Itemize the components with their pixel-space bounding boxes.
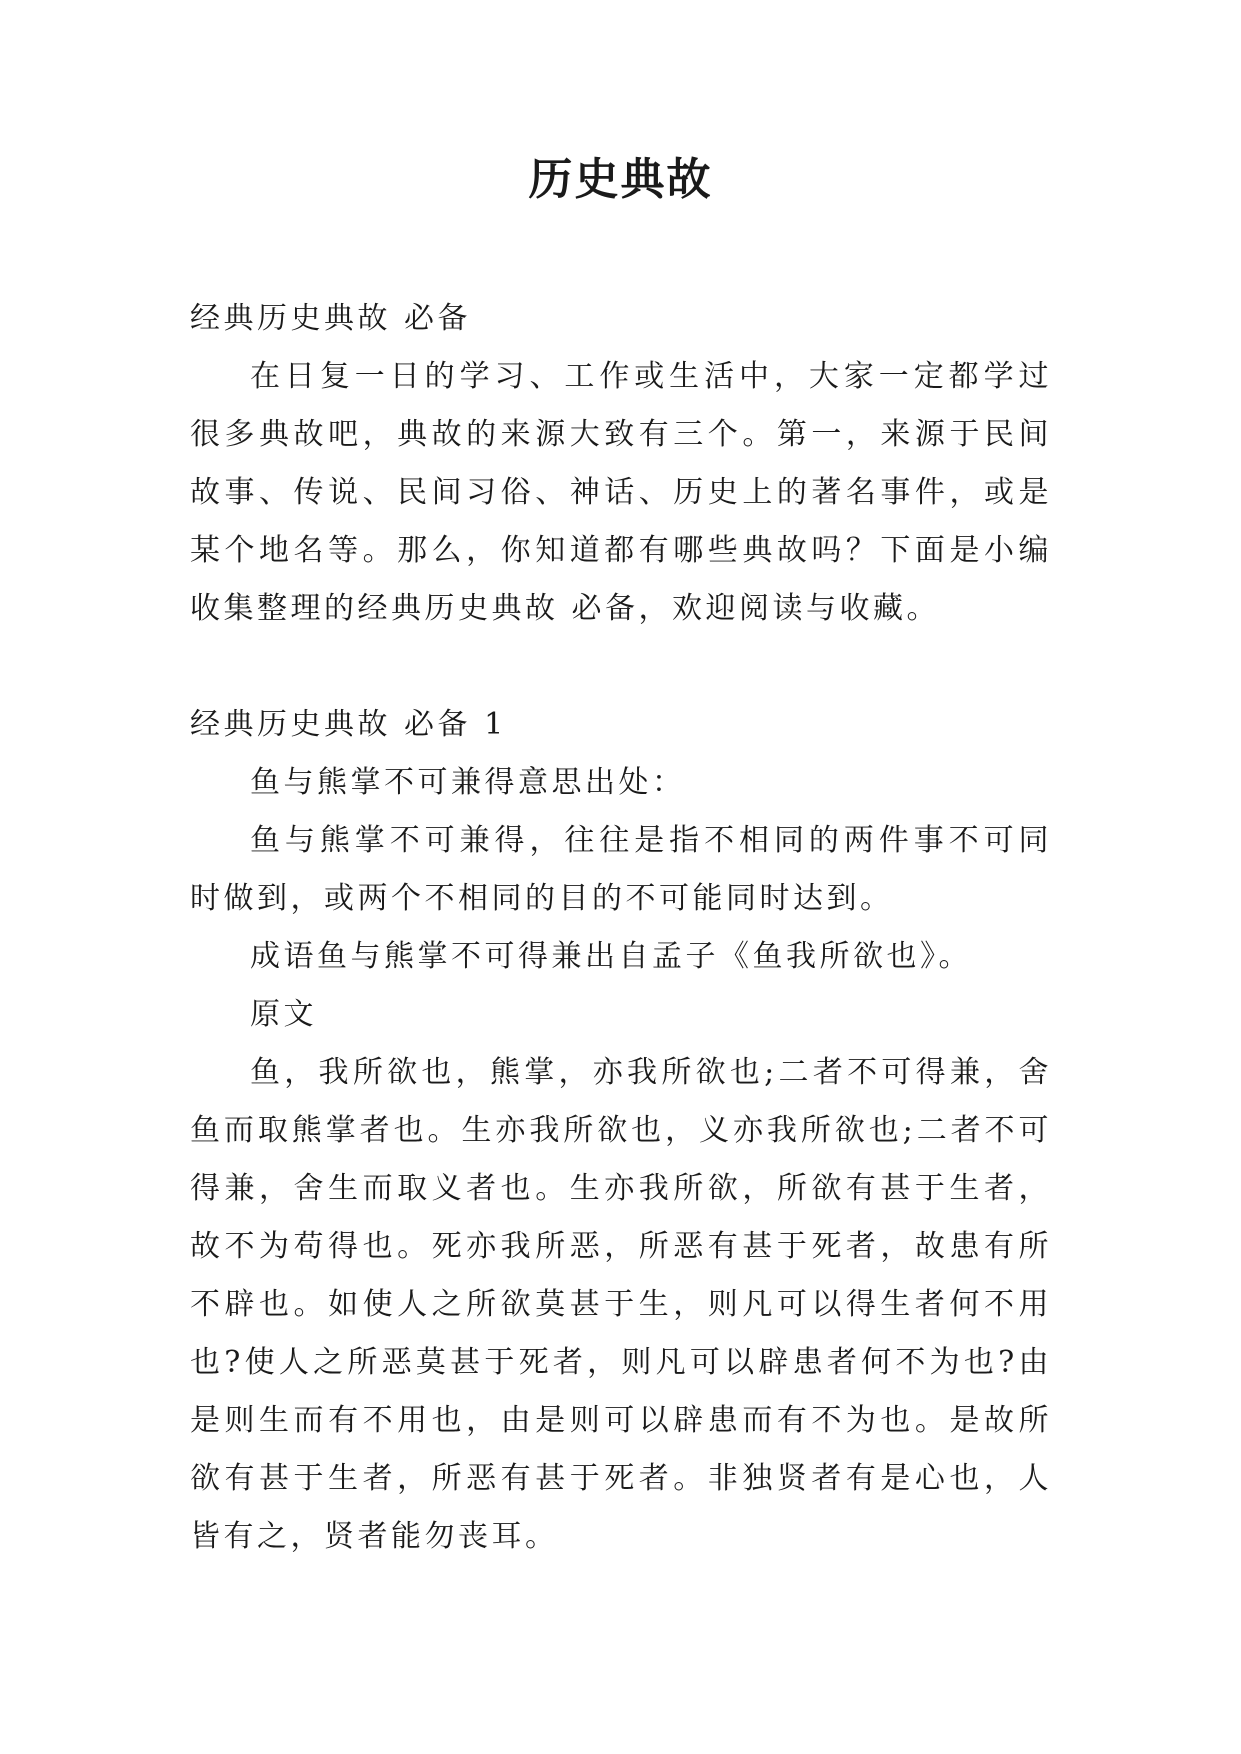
document-title: 历史典故 <box>528 154 713 205</box>
body-paragraph: 成语鱼与熊掌不可得兼出自孟子《鱼我所欲也》。 <box>250 939 972 974</box>
section-gap <box>190 638 1052 696</box>
body-paragraph: 原文 <box>250 997 317 1032</box>
original-text-paragraph: 鱼，我所欲也，熊掌，亦我所欲也;二者不可得兼，舍鱼而取熊掌者也。生亦我所欲也，义亦我所欲也;二者不可得兼，舍生而取义者也。生亦我所欲，所欲有甚于生者，故不为苟得也。死亦我所恶，所恶有甚于死者，故患有所不辟也。如使人之所欲莫甚于生，则凡可以得生者何不用也?使人之所恶莫甚于死者，则凡可以辟患者何不为也?由是则生而有不用也，由是则可以辟患而有不为也。是故所欲有甚于生者，所恶有甚于死者。非独贤者有是心也，人皆有之，贤者能勿丧耳。 <box>190 1055 1052 1554</box>
intro-paragraph: 在日复一日的学习、工作或生活中，大家一定都学过很多典故吧，典故的来源大致有三个。第一，来源于民间故事、传说、民间习俗、神话、历史上的著名事件，或是某个地名等。那么，你知道都有哪些典故吗？下面是小编收集整理的经典历史典故 必备，欢迎阅读与收藏。 <box>190 359 1052 626</box>
section-heading-1: 经典历史典故 必备 1 <box>190 707 507 742</box>
document-body <box>190 290 1052 1566</box>
body-paragraph: 鱼与熊掌不可兼得，往往是指不相同的两件事不可同时做到，或两个不相同的目的不可能同时达到。 <box>190 823 1052 916</box>
body-paragraph: 鱼与熊掌不可兼得意思出处： <box>250 765 686 800</box>
section-heading: 经典历史典故 必备 <box>190 301 472 336</box>
